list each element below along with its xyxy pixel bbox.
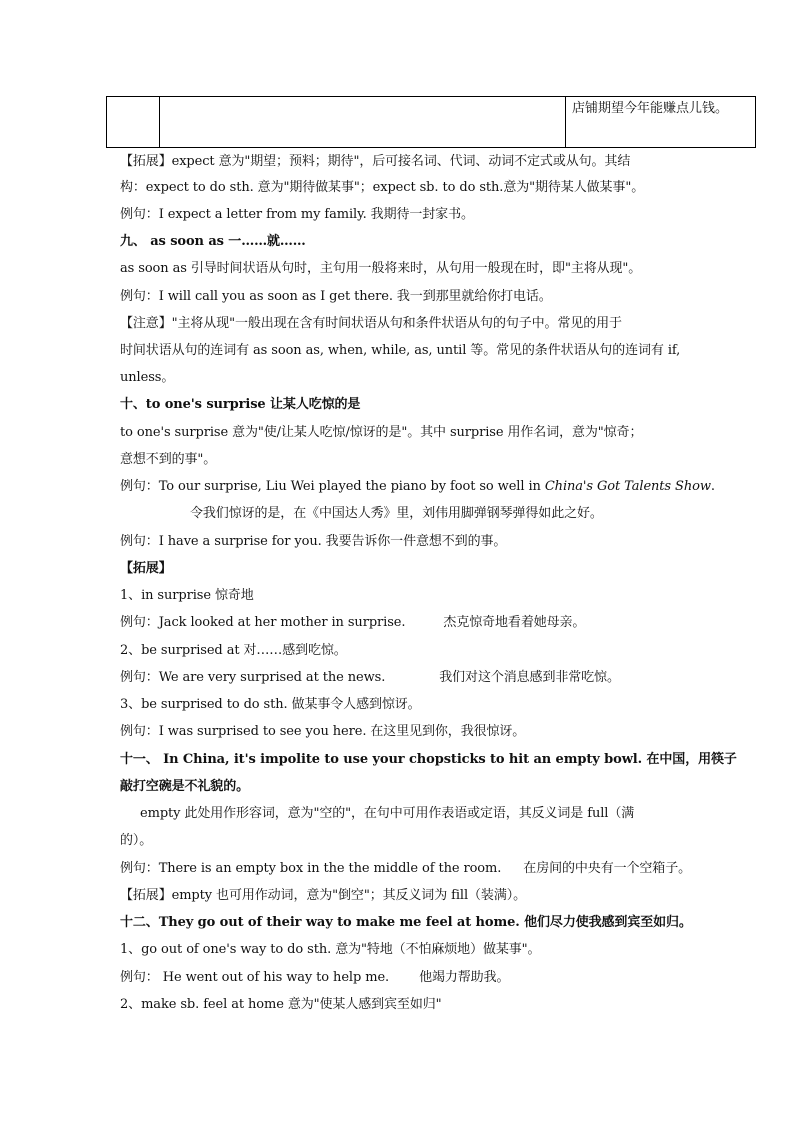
empty-explanation-line-1: empty 此处用作形容词，意为"空的"，在句中可用作表语或定语，其反义词是 full（满 (140, 806, 635, 821)
heading-section-9: 九、 as soon as 一……就…… (120, 234, 306, 249)
period: . (710, 479, 715, 494)
item-in-surprise: 1、in surprise 惊奇地 (120, 588, 254, 603)
surprise-definition-line-2: 意想不到的事"。 (120, 452, 217, 467)
table-row (107, 97, 756, 148)
example-en: 例句：We are very surprised at the news. (120, 670, 386, 685)
heading-section-12: 十二、They go out of their way to make me feel at home. 他们尽力使我感到宾至如归。 (120, 915, 692, 930)
surprise-definition-line-1: to one's surprise 意为"使/让某人吃惊/惊讶的是"。其中 surprise 用作名词，意为"惊奇； (120, 425, 643, 440)
item-surprised-at: 2、be surprised at 对……感到吃惊。 (120, 643, 347, 658)
continuation-table (106, 96, 756, 148)
expand-empty-verb: 【拓展】empty 也可用作动词，意为"倒空"；其反义词为 fill（装满）。 (120, 888, 527, 903)
example-expect: 例句：I expect a letter from my family. 我期待一封家书。 (120, 207, 474, 222)
example-go-out-of-way (120, 969, 509, 987)
show-title: China's Got Talents Show (544, 479, 711, 494)
example-en: 例句： He went out of his way to help me. (120, 970, 390, 985)
item-make-feel-at-home: 2、make sb. feel at home 意为"使某人感到宾至如归" (120, 997, 442, 1012)
heading-section-10: 十、to one's surprise 让某人吃惊的是 (120, 397, 361, 412)
table-cell-empty-1 (107, 97, 160, 148)
example-surprise-2: 例句：I have a surprise for you. 我要告诉你一件意想不到的事。 (120, 534, 507, 549)
empty-explanation-line-2: 的）。 (120, 833, 153, 848)
item-surprised-to: 3、be surprised to do sth. 做某事令人感到惊讶。 (120, 697, 421, 712)
example-zh: 他竭力帮助我。 (419, 970, 510, 985)
expand-expect-structure: 构：expect to do sth. 意为"期待做某事"；expect sb. to do sth.意为"期待某人做某事"。 (120, 180, 645, 195)
item-go-out-of-way: 1、go out of one's way to do sth. 意为"特地（不怕麻烦地）做某事"。 (120, 942, 541, 957)
example-en: 例句：There is an empty box in the the middle of the room. (120, 861, 502, 876)
example-text: 例句：To our surprise, Liu Wei played the piano by foot so well in (120, 479, 545, 494)
table-cell-empty-2 (160, 97, 566, 148)
note-tense-line-2: 时间状语从句的连词有 as soon as, when, while, as, until 等。常见的条件状语从句的连词有 if, (120, 343, 681, 358)
example-en: 例句：Jack looked at her mother in surprise. (120, 615, 406, 630)
as-soon-as-explanation: as soon as 引导时间状语从句时，主句用一般将来时，从句用一般现在时，即"主将从现"。 (120, 261, 642, 276)
expand-expect-definition: 【拓展】expect 意为"期望；预料；期待"，后可接名词、代词、动词不定式或从句。其结 (120, 154, 631, 169)
example-surprised-to: 例句：I was surprised to see you here. 在这里见到你，我很惊讶。 (120, 724, 526, 739)
expand-label: 【拓展】 (120, 561, 172, 576)
example-surprise-1 (120, 478, 715, 496)
example-as-soon-as: 例句：I will call you as soon as I get there. 我一到那里就给你打电话。 (120, 289, 552, 304)
example-in-surprise (120, 614, 585, 632)
note-tense-line-3: unless。 (120, 370, 175, 385)
example-surprised-at (120, 669, 620, 687)
heading-section-11-line-2: 敲打空碗是不礼貌的。 (120, 779, 250, 794)
example-empty (120, 860, 691, 878)
example-zh: 杰克惊奇地看着她母亲。 (443, 615, 586, 630)
example-surprise-1-translation: 令我们惊讶的是，在《中国达人秀》里，刘伟用脚弹钢琴弹得如此之好。 (190, 506, 603, 521)
example-zh: 在房间的中央有一个空箱子。 (523, 861, 691, 876)
table-cell-translation: 店铺期望今年能赚点儿钱。 (566, 97, 756, 148)
heading-section-11-line-1: 十一、 In China, it's impolite to use your chopsticks to hit an empty bowl. 在中国，用筷子 (120, 752, 737, 767)
note-tense-line-1: 【注意】"主将从现"一般出现在含有时间状语从句和条件状语从句的句子中。常见的用于 (120, 316, 622, 331)
example-zh: 我们对这个消息感到非常吃惊。 (439, 670, 620, 685)
